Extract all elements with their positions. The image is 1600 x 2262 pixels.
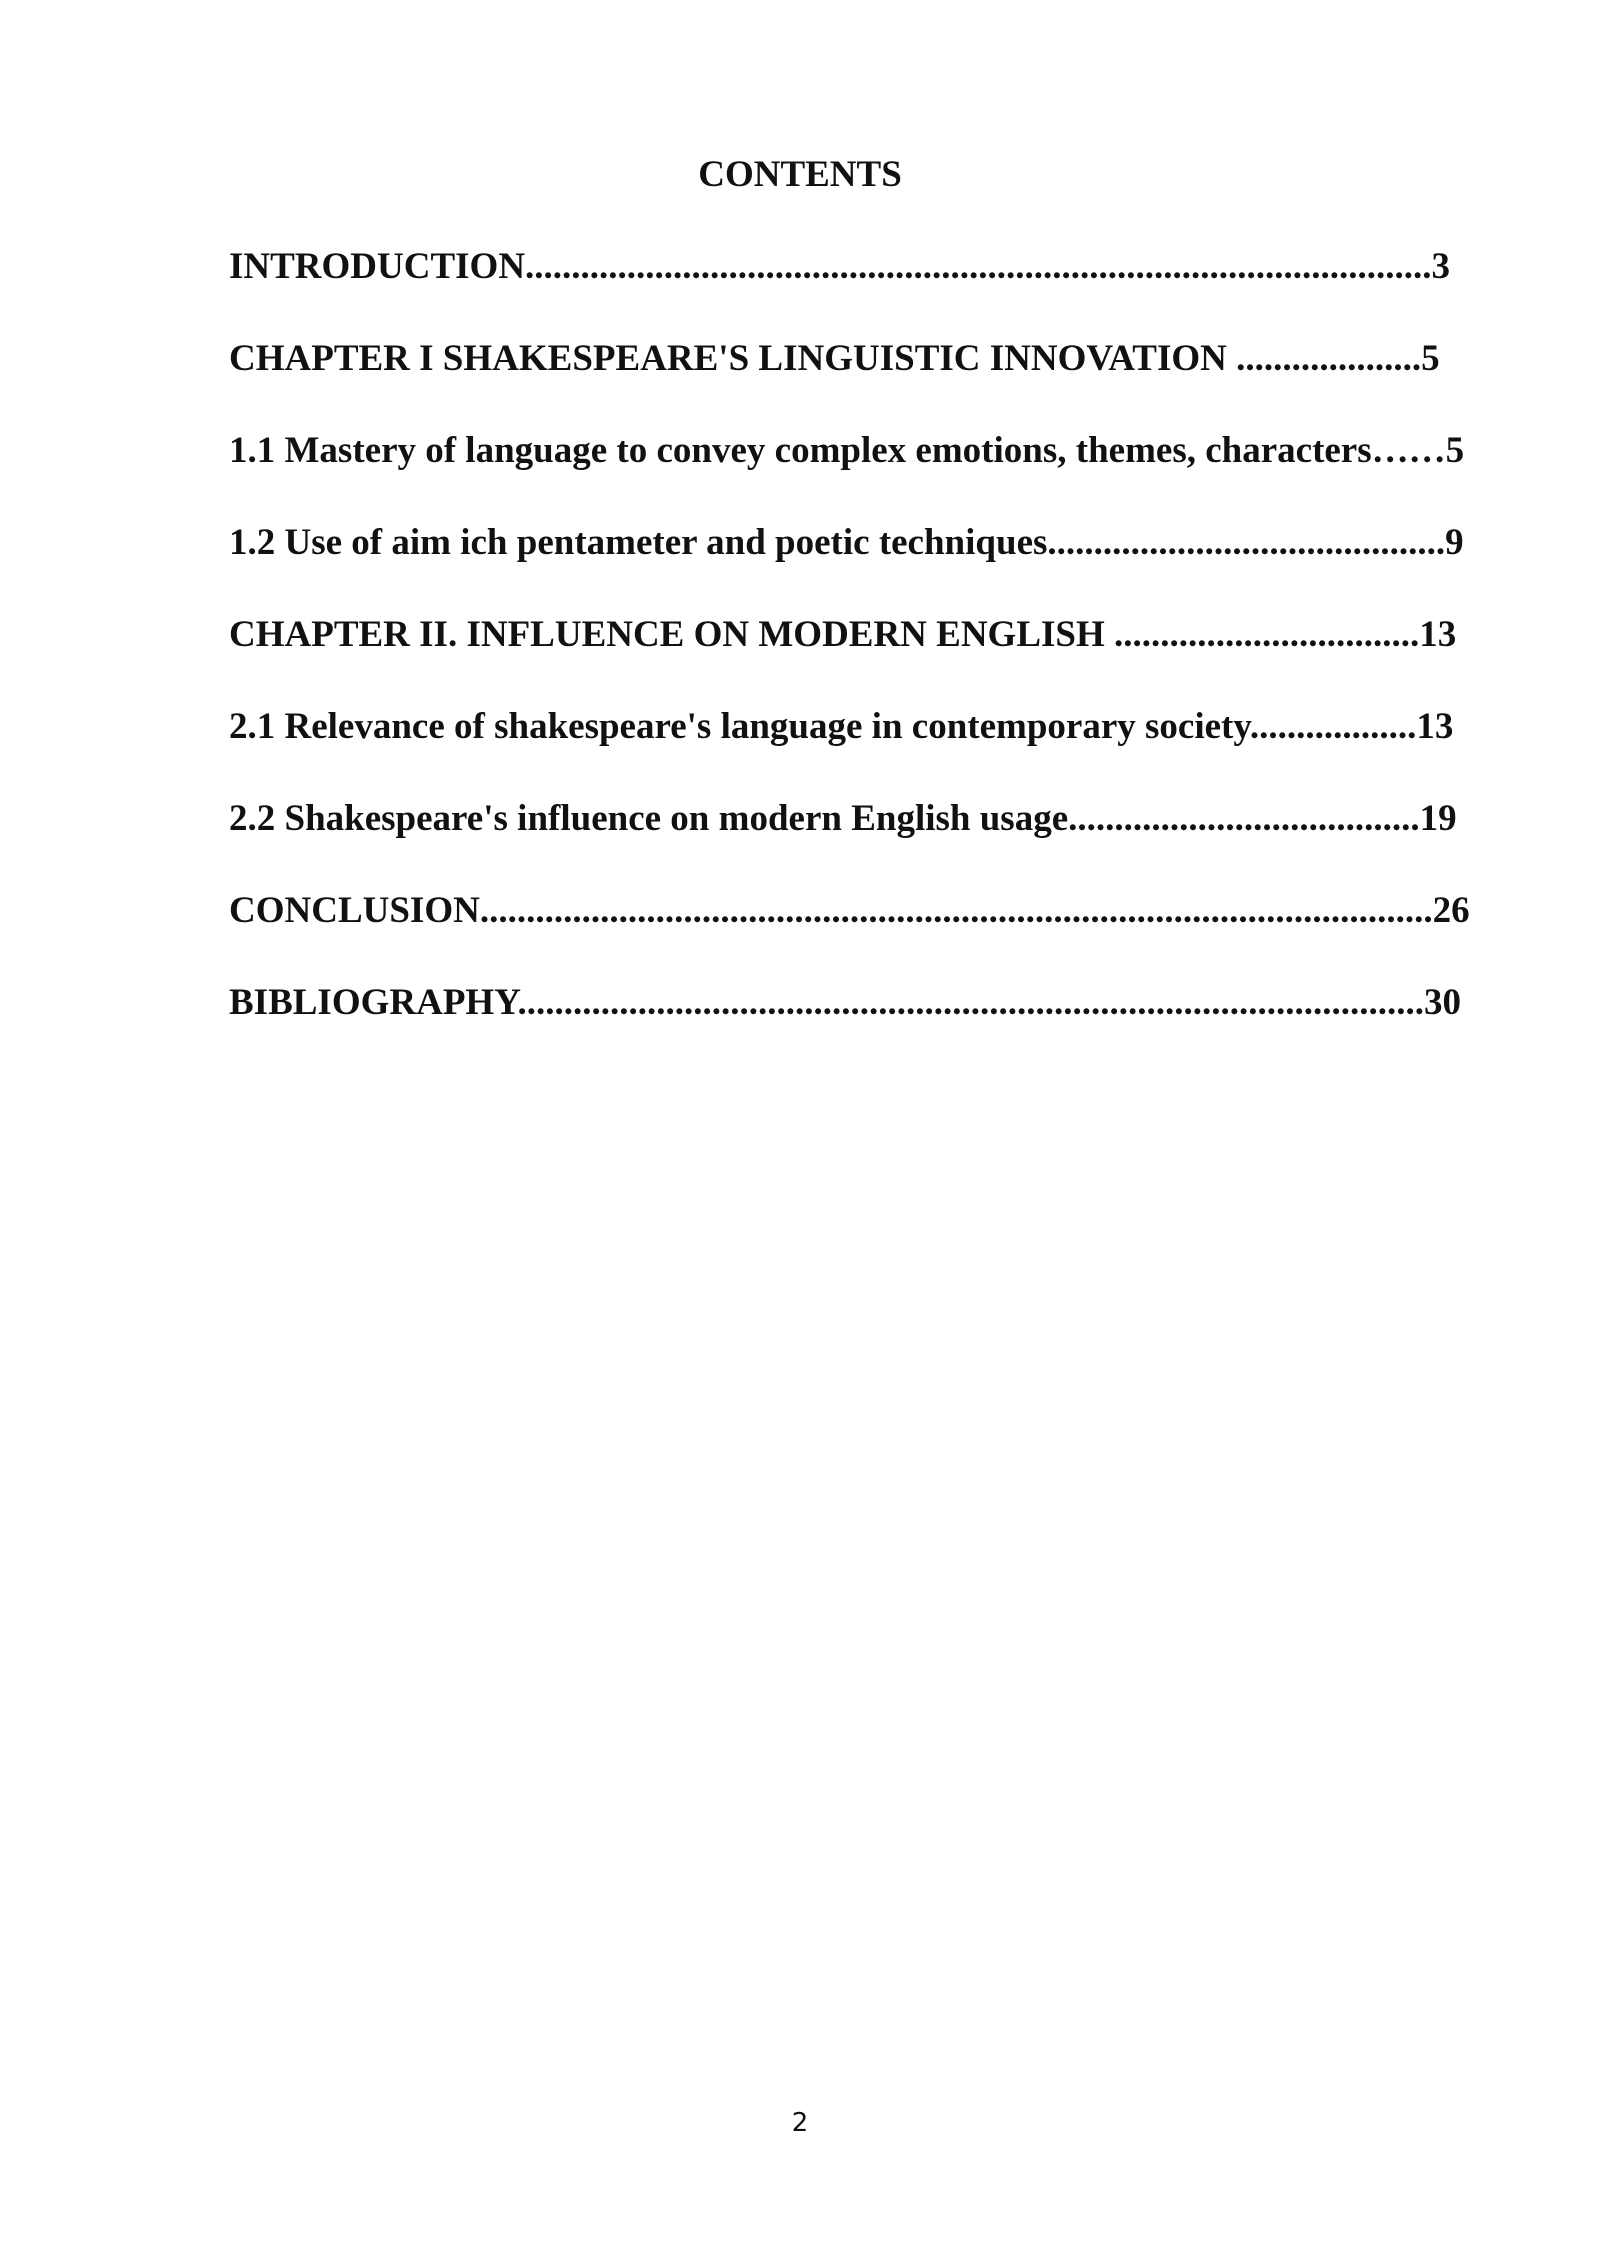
toc-entry-page: 30 xyxy=(1424,982,1462,1023)
toc-entry-label: CHAPTER I SHAKESPEARE'S LINGUISTIC INNOVATION .................... xyxy=(229,338,1422,379)
toc-entry-label: CHAPTER II. INFLUENCE ON MODERN ENGLISH ................................. xyxy=(229,614,1420,655)
toc-entry-chapter-1 xyxy=(229,334,1489,426)
toc-entry-page: 26 xyxy=(1432,890,1470,931)
toc-entry-conclusion xyxy=(229,886,1489,978)
toc-entry-page: 19 xyxy=(1419,798,1457,839)
table-of-contents xyxy=(229,242,1489,1070)
toc-entry-label: 1.1 Mastery of language to convey complex emotions, themes, characters…… xyxy=(229,430,1446,471)
toc-entry-page: 13 xyxy=(1419,614,1457,655)
toc-entry-section-2-1 xyxy=(229,702,1489,794)
toc-entry-label: CONCLUSION....................................................................................................... xyxy=(229,890,1433,931)
toc-entry-label: BIBLIOGRAPHY.................................................................................................. xyxy=(229,982,1425,1023)
toc-entry-label: INTRODUCTION.................................................................................................. xyxy=(229,246,1432,287)
toc-entry-page: 13 xyxy=(1416,706,1454,747)
toc-entry-page: 3 xyxy=(1431,246,1451,287)
toc-entry-label: 2.2 Shakespeare's influence on modern English usage...................................... xyxy=(229,798,1420,839)
toc-entry-page: 5 xyxy=(1421,338,1440,379)
toc-entry-label: 2.1 Relevance of shakespeare's language in contemporary society.................. xyxy=(229,706,1417,747)
page-number: 2 xyxy=(791,2108,809,2138)
toc-entry-page: 5 xyxy=(1445,430,1465,471)
toc-entry-section-1-2 xyxy=(229,518,1489,610)
page-title: CONTENTS xyxy=(698,154,902,195)
toc-entry-chapter-2 xyxy=(229,610,1489,702)
toc-entry-page: 9 xyxy=(1445,522,1464,563)
toc-entry-bibliography xyxy=(229,978,1489,1070)
toc-entry-label: 1.2 Use of aim ich pentameter and poetic techniques........................................... xyxy=(229,522,1446,563)
toc-entry-section-1-1 xyxy=(229,426,1489,518)
toc-entry-introduction xyxy=(229,242,1489,334)
toc-entry-section-2-2 xyxy=(229,794,1489,886)
